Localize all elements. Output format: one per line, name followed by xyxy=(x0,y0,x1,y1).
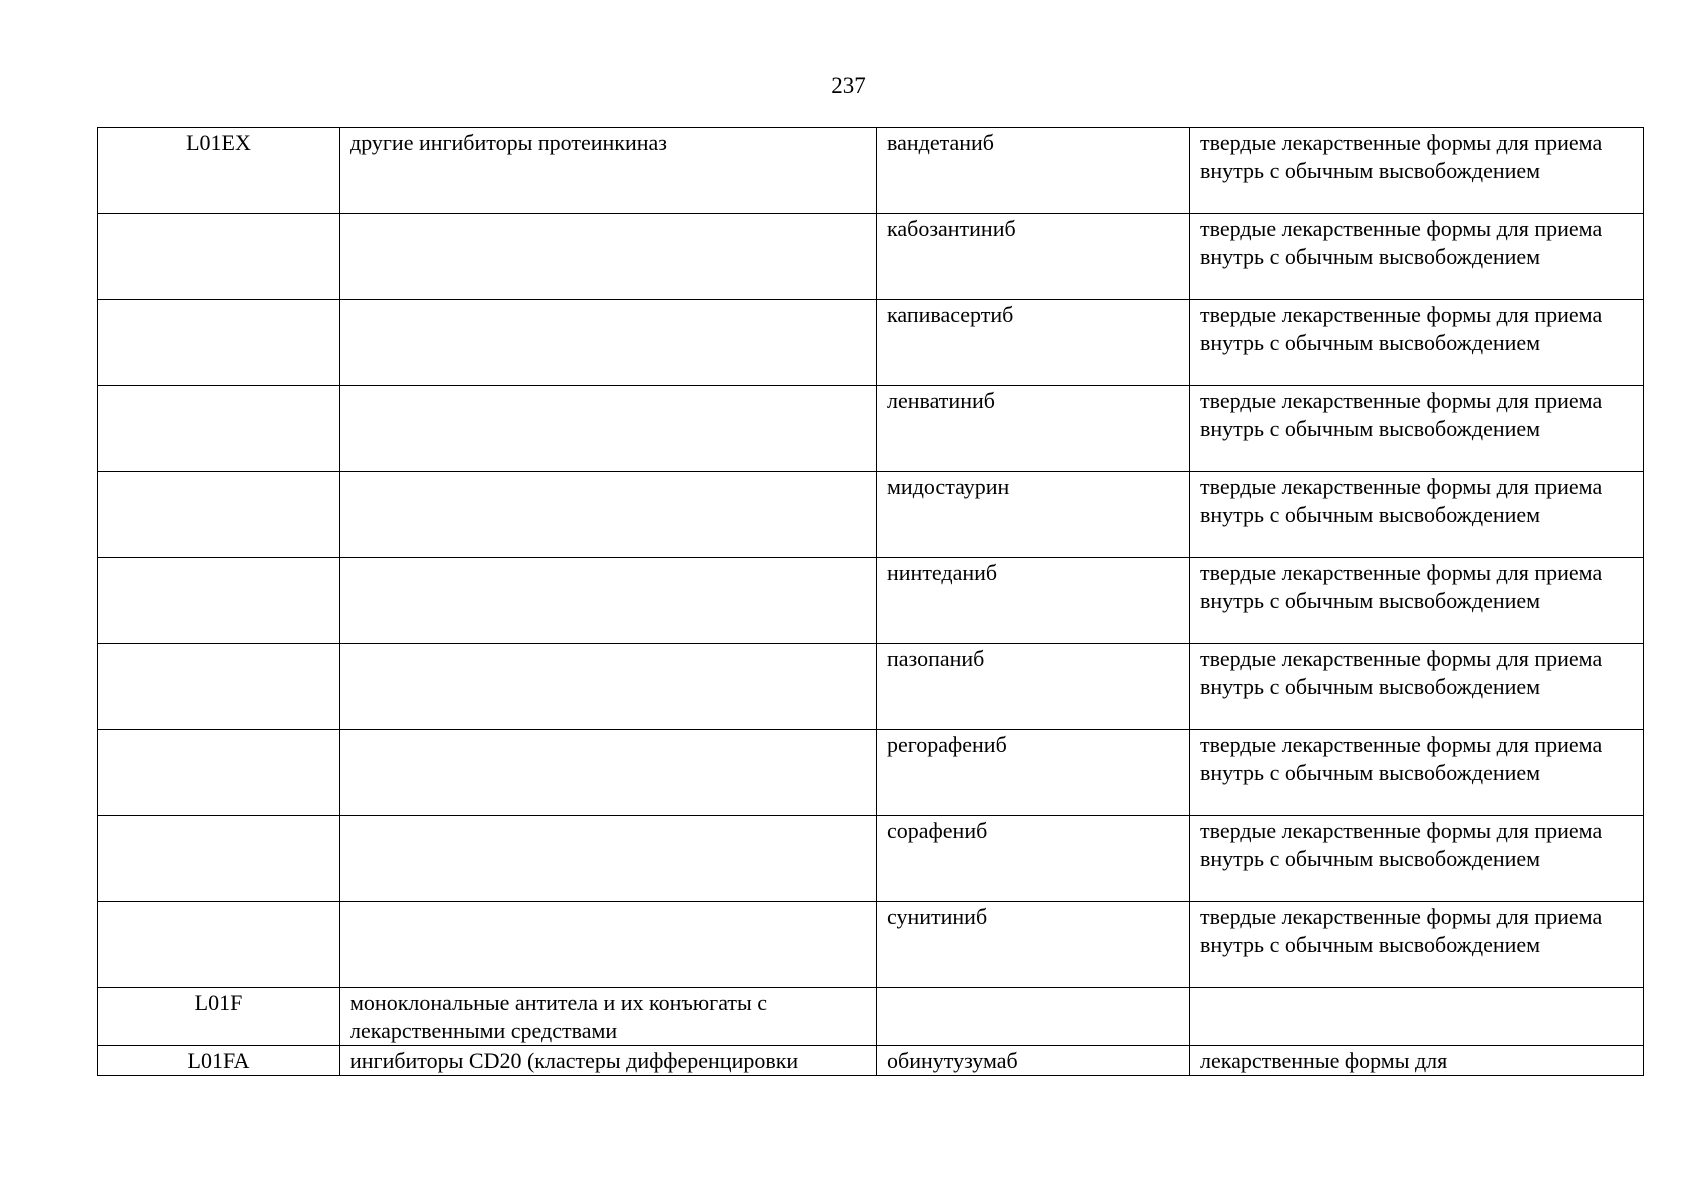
drug-name-cell: регорафениб xyxy=(877,730,1190,816)
atc-code-cell: L01EX xyxy=(98,128,340,214)
table-row xyxy=(98,988,1644,1046)
atc-code-cell xyxy=(98,816,340,902)
drug-name-cell: кабозантиниб xyxy=(877,214,1190,300)
dosage-form-cell: твердые лекарственные формы для приема внутрь с обычным высвобождением xyxy=(1190,730,1644,816)
atc-code-cell xyxy=(98,558,340,644)
drug-name-cell: нинтеданиб xyxy=(877,558,1190,644)
table-row xyxy=(98,558,1644,644)
dosage-form-cell: твердые лекарственные формы для приема внутрь с обычным высвобождением xyxy=(1190,128,1644,214)
drug-name-cell: вандетаниб xyxy=(877,128,1190,214)
group-cell: другие ингибиторы протеинкиназ xyxy=(340,128,877,214)
drug-name-cell: сунитиниб xyxy=(877,902,1190,988)
atc-code-cell xyxy=(98,214,340,300)
group-cell xyxy=(340,644,877,730)
drug-name-cell: обинутузумаб xyxy=(877,1046,1190,1076)
dosage-form-cell: твердые лекарственные формы для приема внутрь с обычным высвобождением xyxy=(1190,214,1644,300)
drug-name-cell: капивасертиб xyxy=(877,300,1190,386)
group-cell xyxy=(340,386,877,472)
atc-code-cell xyxy=(98,902,340,988)
atc-code-cell xyxy=(98,644,340,730)
group-cell xyxy=(340,214,877,300)
drug-name-cell xyxy=(877,988,1190,1046)
table-row xyxy=(98,816,1644,902)
group-cell xyxy=(340,730,877,816)
table-row xyxy=(98,644,1644,730)
atc-code-cell xyxy=(98,300,340,386)
table-row xyxy=(98,300,1644,386)
drug-name-cell: ленватиниб xyxy=(877,386,1190,472)
group-cell xyxy=(340,902,877,988)
group-cell xyxy=(340,558,877,644)
atc-code-cell xyxy=(98,730,340,816)
drug-table xyxy=(97,127,1644,1076)
group-cell xyxy=(340,816,877,902)
table-row xyxy=(98,1046,1644,1076)
table-row xyxy=(98,214,1644,300)
table-row xyxy=(98,902,1644,988)
dosage-form-cell: твердые лекарственные формы для приема внутрь с обычным высвобождением xyxy=(1190,902,1644,988)
dosage-form-cell: твердые лекарственные формы для приема внутрь с обычным высвобождением xyxy=(1190,816,1644,902)
atc-code-cell: L01F xyxy=(98,988,340,1046)
table-row xyxy=(98,386,1644,472)
table-row xyxy=(98,472,1644,558)
atc-code-cell xyxy=(98,472,340,558)
dosage-form-cell xyxy=(1190,988,1644,1046)
atc-code-cell: L01FA xyxy=(98,1046,340,1076)
dosage-form-cell: лекарственные формы для xyxy=(1190,1046,1644,1076)
group-cell: моноклональные антитела и их конъюгаты с лекарственными средствами xyxy=(340,988,877,1046)
atc-code-cell xyxy=(98,386,340,472)
dosage-form-cell: твердые лекарственные формы для приема внутрь с обычным высвобождением xyxy=(1190,386,1644,472)
dosage-form-cell: твердые лекарственные формы для приема внутрь с обычным высвобождением xyxy=(1190,644,1644,730)
dosage-form-cell: твердые лекарственные формы для приема внутрь с обычным высвобождением xyxy=(1190,558,1644,644)
dosage-form-cell: твердые лекарственные формы для приема внутрь с обычным высвобождением xyxy=(1190,300,1644,386)
table-row xyxy=(98,128,1644,214)
group-cell: ингибиторы CD20 (кластеры дифференцировки xyxy=(340,1046,877,1076)
drug-name-cell: мидостаурин xyxy=(877,472,1190,558)
group-cell xyxy=(340,300,877,386)
table-row xyxy=(98,730,1644,816)
dosage-form-cell: твердые лекарственные формы для приема внутрь с обычным высвобождением xyxy=(1190,472,1644,558)
drug-name-cell: сорафениб xyxy=(877,816,1190,902)
drug-name-cell: пазопаниб xyxy=(877,644,1190,730)
group-cell xyxy=(340,472,877,558)
page-number: 237 xyxy=(831,73,866,98)
